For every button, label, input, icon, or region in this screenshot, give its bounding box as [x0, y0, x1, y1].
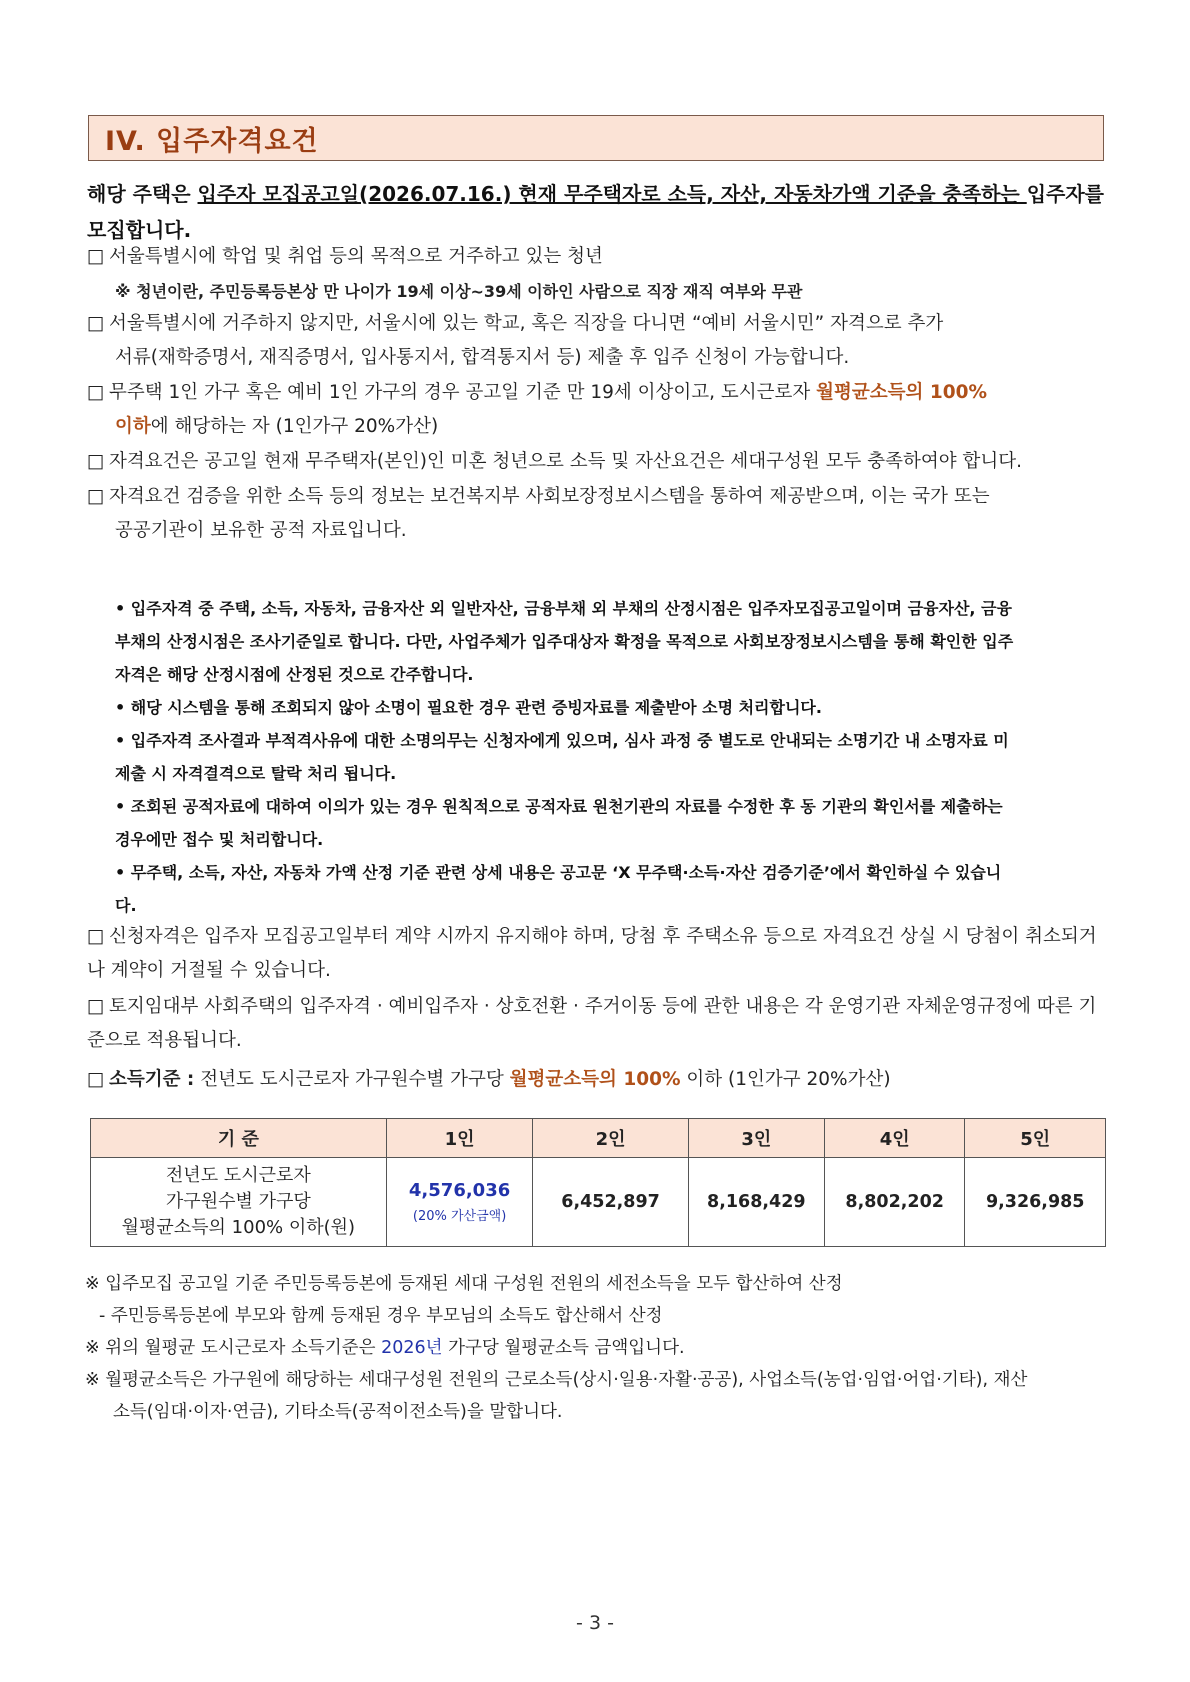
bullet-item: • 무주택, 소득, 자산, 자동차 가액 산정 기준 관련 상세 내용은 공고문 ‘X 무주택·소득·자산 검증기준’에서 확인하실 수 있습니다.: [115, 863, 1002, 915]
footnote-year: 2026년: [381, 1338, 443, 1358]
table-header: 1인: [386, 1119, 533, 1158]
item-text-after: 이하 (1인가구 20%가산): [680, 1069, 891, 1090]
section-header: [88, 115, 1104, 161]
footnote: ※ 입주모집 공고일 기준 주민등록등본에 등재된 세대 구성원 전원의 세전소득을 모두 합산하여 산정: [85, 1274, 843, 1294]
value-2person: 6,452,897: [533, 1158, 688, 1247]
checkbox-glyph: □: [87, 313, 105, 334]
value-4person: 8,802,202: [824, 1158, 965, 1247]
item-text-after: 에 해당하는 자 (1인가구 20%가산): [150, 416, 439, 437]
youth-definition-note: ※ 청년이란, 주민등록등본상 만 나이가 19세 이상~39세 이하인 사람으로 직장 재직 여부와 무관: [115, 282, 803, 301]
item-text: 자격요건은 공고일 현재 무주택자(본인)인 미혼 청년으로 소득 및 자산요건은 세대구성원 모두 충족하여야 합니다.: [109, 451, 1022, 472]
value-1person: 4,576,036: [408, 1180, 511, 1201]
checkbox-glyph: □: [87, 1069, 105, 1090]
footnote-continuation: 소득(임대·이자·연금), 기타소득(공적이전소득)을 말합니다.: [113, 1402, 563, 1422]
table-header: 기 준: [91, 1119, 387, 1158]
footnote-text: ※ 위의 월평균 도시근로자 소득기준은: [85, 1338, 382, 1358]
section-title: IV. 입주자격요건: [105, 125, 319, 157]
item-eligibility-maintenance: [87, 920, 1107, 988]
checkbox-glyph: □: [87, 382, 105, 403]
item-income-criteria: [87, 1063, 1107, 1097]
row-label-line: 가구원수별 가구당: [165, 1191, 311, 1212]
item-highlight-income: 월평균소득의 100%: [509, 1069, 681, 1090]
intro-paragraph: [87, 176, 1107, 248]
item-unmarried-youth: [87, 445, 1107, 479]
item-text: 토지임대부 사회주택의 입주자격 · 예비입주자 · 상호전환 · 주거이동 등에 관한 내용은 각 운영기관 자체운영규정에 따른 기준으로 적용됩니다.: [87, 996, 1097, 1051]
item-text-line1: 자격요건 검증을 위한 소득 등의 정보는 보건복지부 사회보장정보시스템을 통하여 제공받으며, 이는 국가 또는: [109, 486, 990, 507]
bullet-item: • 입주자격 조사결과 부적격사유에 대한 소명의무는 신청자에게 있으며, 심사 과정 중 별도로 안내되는 소명기간 내 소명자료 미제출 시 자격결격으로 탈락 처리 됩니다.: [115, 731, 1009, 783]
table-row: [91, 1158, 1106, 1247]
table-header-row: [91, 1119, 1106, 1158]
bullet-list: [115, 592, 1015, 922]
row-label-line: 월평균소득의 100% 이하(원): [121, 1217, 356, 1238]
checkbox-glyph: □: [87, 486, 105, 507]
item-text: 신청자격은 입주자 모집공고일부터 계약 시까지 유지해야 하며, 당첨 후 주택소유 등으로 자격요건 상실 시 당첨이 취소되거나 계약이 거절될 수 있습니다.: [87, 926, 1097, 981]
checkbox-glyph: □: [87, 996, 105, 1017]
footnote: ※ 월평균소득은 가구원에 해당하는 세대구성원 전원의 근로소득(상시·일용·자활·공공), 사업소득(농업·임업·어업·기타), 재산: [85, 1370, 1028, 1390]
value-cell-1person: [386, 1158, 533, 1247]
item-text-line1: 서울특별시에 거주하지 않지만, 서울시에 있는 학교, 혹은 직장을 다니면 “예비 서울시민” 자격으로 추가: [109, 313, 944, 334]
item-highlight-below: 이하: [115, 416, 151, 437]
value-1person-note: (20% 가산금액): [412, 1209, 507, 1224]
bullet-item: • 해당 시스템을 통해 조회되지 않아 소명이 필요한 경우 관련 증빙자료를 제출받아 소명 처리합니다.: [115, 698, 822, 717]
item-text: 서울특별시에 학업 및 취업 등의 목적으로 거주하고 있는 청년: [109, 246, 603, 267]
checkbox-glyph: □: [87, 451, 105, 472]
intro-text-after: 입주자를 모집합니다.: [87, 182, 1104, 242]
item-youth-residence: [87, 240, 1107, 274]
row-label-cell: [91, 1158, 387, 1247]
item-text-before: 전년도 도시근로자 가구원수별 가구당: [194, 1069, 510, 1090]
footnote: [85, 1332, 1110, 1364]
income-criteria-label: 소득기준 :: [109, 1069, 195, 1090]
checkbox-glyph: □: [87, 246, 105, 267]
intro-text-before: 해당 주택은: [87, 182, 198, 206]
value-5person: 9,326,985: [965, 1158, 1106, 1247]
footnote-text: 가구당 월평균소득 금액입니다.: [442, 1338, 685, 1358]
table-header: 2인: [533, 1119, 688, 1158]
item-highlight-income: 월평균소득의 100%: [816, 382, 987, 403]
item-text-line2: 공공기관이 보유한 공적 자료입니다.: [115, 520, 407, 541]
footnote-sub: - 주민등록등본에 부모와 함께 등재된 경우 부모님의 소득도 합산해서 산정: [99, 1306, 663, 1326]
item-prospective-citizen: [87, 307, 1107, 375]
footnotes: [85, 1268, 1110, 1428]
table-header: 5인: [965, 1119, 1106, 1158]
item-verification: [87, 480, 1107, 548]
income-table: [90, 1118, 1106, 1247]
bullet-item: • 조회된 공적자료에 대하여 이의가 있는 경우 원칙적으로 공적자료 원천기관의 자료를 수정한 후 동 기관의 확인서를 제출하는 경우에만 접수 및 처리합니다.: [115, 797, 1003, 849]
item-text-before: 무주택 1인 가구 혹은 예비 1인 가구의 경우 공고일 기준 만 19세 이상이고, 도시근로자: [109, 382, 817, 403]
item-text-line2: 서류(재학증명서, 재직증명서, 입사통지서, 합격통지서 등) 제출 후 입주 신청이 가능합니다.: [115, 347, 850, 368]
value-3person: 8,168,429: [688, 1158, 824, 1247]
item-single-household: [87, 376, 1107, 444]
intro-text-underlined: 입주자 모집공고일(2026.07.16.) 현재 무주택자로 소득, 자산, 자동차가액 기준을 충족하는: [197, 182, 1027, 206]
item-operating-rules: [87, 990, 1107, 1058]
table-header: 3인: [688, 1119, 824, 1158]
table-header: 4인: [824, 1119, 965, 1158]
page-number: - 3 -: [576, 1612, 614, 1634]
bullet-item: • 입주자격 중 주택, 소득, 자동차, 금융자산 외 일반자산, 금융부채 외 부채의 산정시점은 입주자모집공고일이며 금융자산, 금융부채의 산정시점은 조사기준일로 합니다. 다만, 사업주체가 입주대상자 확정을 목적으로 사회보장정보시스템을 통해 확인한 입주자격은 해당 산정시점에 산정된 것으로 간주합니다.: [115, 599, 1014, 684]
checkbox-glyph: □: [87, 926, 105, 947]
row-label-line: 전년도 도시근로자: [165, 1165, 311, 1186]
